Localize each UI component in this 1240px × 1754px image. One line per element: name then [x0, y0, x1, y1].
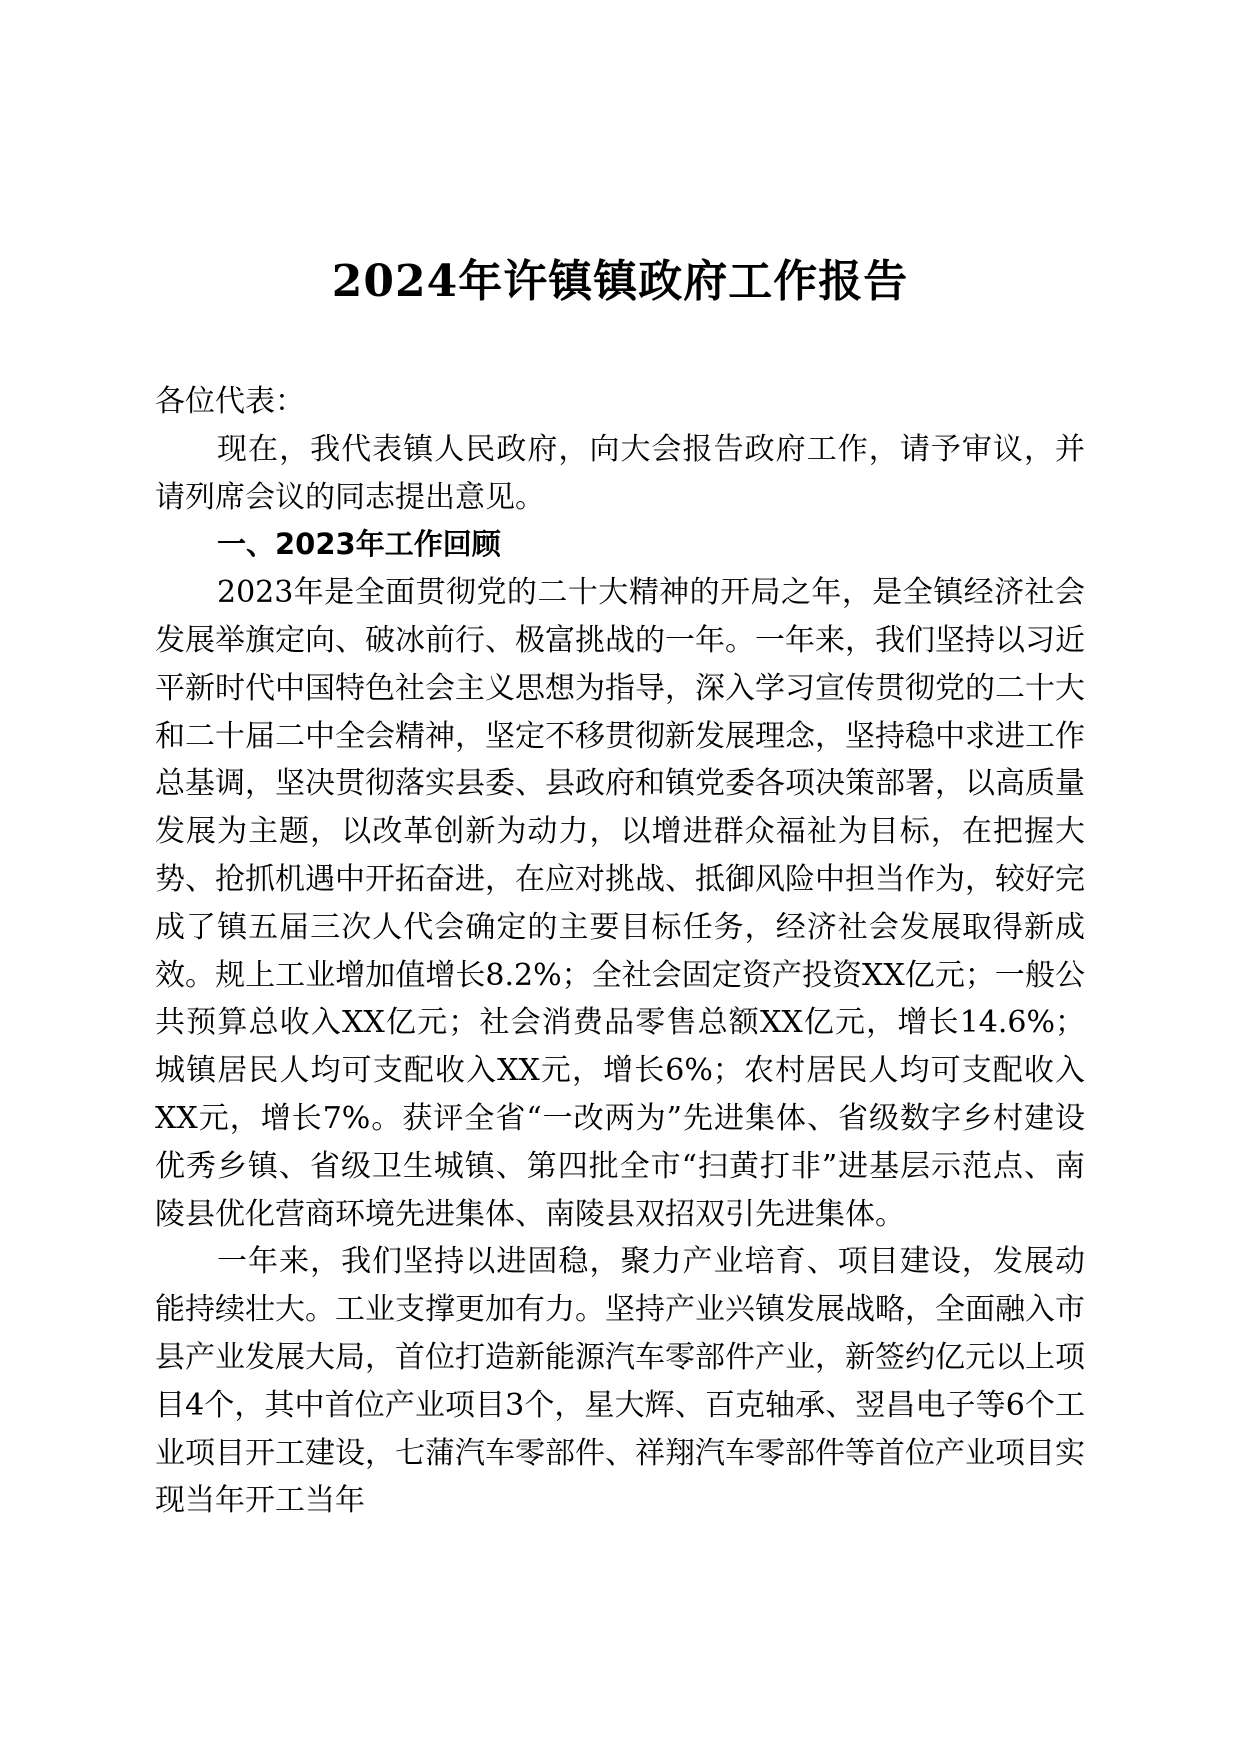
body-paragraph-2: 一年来，我们坚持以进固稳，聚力产业培育、项目建设，发展动能持续壮大。工业支撑更加有力。坚持产业兴镇发展战略，全面融入市县产业发展大局，首位打造新能源汽车零部件产业，新签约亿元以上项目4个，其中首位产业项目3个，星大辉、百克轴承、翌昌电子等6个工业项目开工建设，七蒲汽车零部件、祥翔汽车零部件等首位产业项目实现当年开工当年 — [155, 1244, 1085, 1519]
intro-paragraph: 现在，我代表镇人民政府，向大会报告政府工作，请予审议，并请列席会议的同志提出意见。 — [155, 431, 1085, 515]
salutation: 各位代表： — [155, 384, 305, 419]
document-title: 2024年许镇镇政府工作报告 — [331, 256, 909, 307]
document-body — [155, 378, 1085, 1525]
section-heading: 一、2023年工作回顾 — [217, 527, 501, 562]
body-paragraph-1: 2023年是全面贯彻党的二十大精神的开局之年，是全镇经济社会发展举旗定向、破冰前行、极富挑战的一年。一年来，我们坚持以习近平新时代中国特色社会主义思想为指导，深入学习宣传贯彻党的二十大和二十届二中全会精神，坚定不移贯彻新发展理念，坚持稳中求进工作总基调，坚决贯彻落实县委、县政府和镇党委各项决策部署，以高质量发展为主题，以改革创新为动力，以增进群众福祉为目标，在把握大势、抢抓机遇中开拓奋进，在应对挑战、抵御风险中担当作为，较好完成了镇五届三次人代会确定的主要目标任务，经济社会发展取得新成效。规上工业增加值增长8.2%；全社会固定资产投资XX亿元；一般公共预算总收入XX亿元；社会消费品零售总额XX亿元，增长14.6%；城镇居民人均可支配收入XX元，增长6%；农村居民人均可支配收入XX元，增长7%。获评全省“一改两为”先进集体、省级数字乡村建设优秀乡镇、省级卫生城镇、第四批全市“扫黄打非”进基层示范点、南陵县优化营商环境先进集体、南陵县双招双引先进集体。 — [155, 575, 1085, 1232]
